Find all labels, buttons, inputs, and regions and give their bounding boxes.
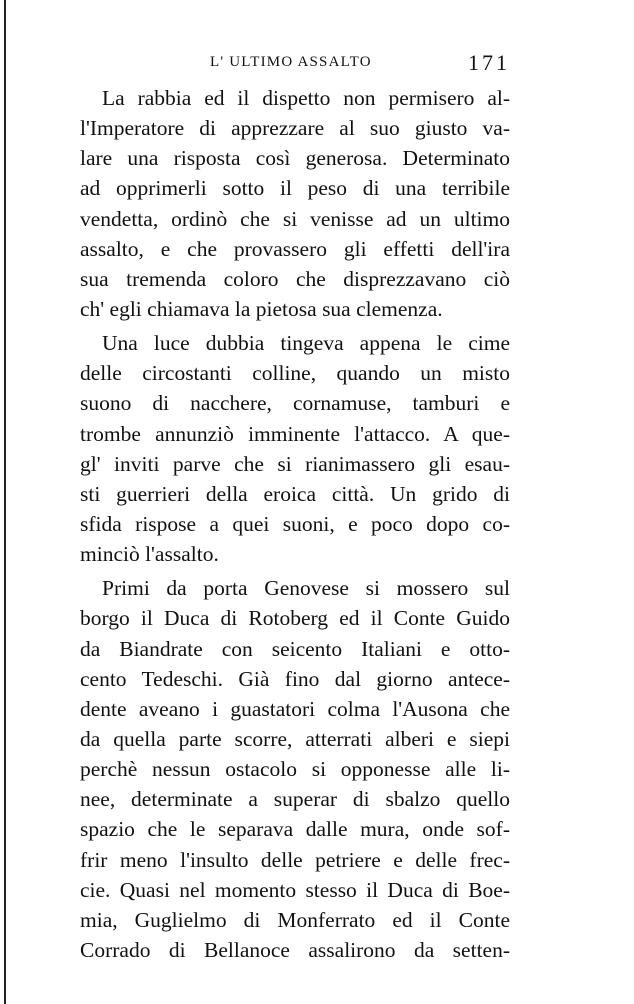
text-line: vendetta, ordinò che si venisse ad un ultimo — [80, 206, 510, 231]
text-line: spazio che le separava dalle mura, onde sof- — [80, 817, 510, 842]
text-line: Una luce dubbia tingeva appena le cime — [102, 331, 510, 356]
text-line: ad opprimerli sotto il peso di una terribile — [80, 176, 510, 201]
text-line: mia, Guglielmo di Monferrato ed il Conte — [80, 907, 510, 932]
text-line: suono di nacchere, cornamuse, tamburi e — [80, 391, 510, 416]
page-number: 171 — [468, 50, 510, 75]
text-line: da Biandrate con seicento Italiani e otto- — [80, 636, 510, 661]
text-line: Primi da porta Genovese si mossero sul — [102, 576, 510, 601]
text-line: minciò l'assalto. — [80, 542, 219, 567]
page-edge — [4, 0, 6, 1004]
body-text — [80, 83, 510, 969]
text-line: frir meno l'insulto delle petriere e delle frec- — [80, 847, 510, 872]
text-line: da quella parte scorre, atterrati alberi e siepi — [80, 726, 510, 751]
text-line: sua tremenda coloro che disprezzavano ciò — [80, 266, 510, 291]
text-line: assalto, e che provassero gli effetti dell'ira — [80, 236, 510, 261]
text-line: sfida rispose a quei suoni, e poco dopo co- — [80, 511, 510, 536]
text-line: gl' inviti parve che si rianimassero gli esau- — [80, 451, 510, 476]
text-line: nee, determinate a superar di sbalzo quello — [80, 787, 510, 812]
text-line: La rabbia ed il dispetto non permisero al- — [102, 86, 510, 110]
running-head — [80, 52, 510, 82]
text-line: lare una risposta così generosa. Determinato — [80, 146, 510, 171]
text-line: delle circostanti colline, quando un misto — [80, 361, 510, 386]
text-line: Corrado di Bellanoce assalirono da setten- — [80, 937, 510, 962]
text-line: l'Imperatore di apprezzare al suo giusto va- — [80, 116, 510, 141]
paragraph-2 — [80, 328, 510, 569]
text-line: perchè nessun ostacolo si opponesse alle li- — [80, 757, 510, 782]
text-line: dente aveano i guastatori colma l'Ausona che — [80, 696, 510, 721]
text-line: borgo il Duca di Rotoberg ed il Conte Guido — [80, 606, 510, 631]
running-head-title: L' ULTIMO ASSALTO — [210, 54, 372, 70]
text-line: ch' egli chiamava la pietosa sua clemenza. — [80, 296, 443, 321]
paragraph-3 — [80, 573, 510, 965]
text-line: trombe annunziò imminente l'attacco. A que- — [80, 421, 510, 446]
text-line: sti guerrieri della eroica città. Un grido di — [80, 481, 510, 506]
text-line: cento Tedeschi. Già fino dal giorno antece- — [80, 666, 510, 691]
text-line: cie. Quasi nel momento stesso il Duca di Boe- — [80, 877, 510, 902]
paragraph-1 — [80, 83, 510, 324]
